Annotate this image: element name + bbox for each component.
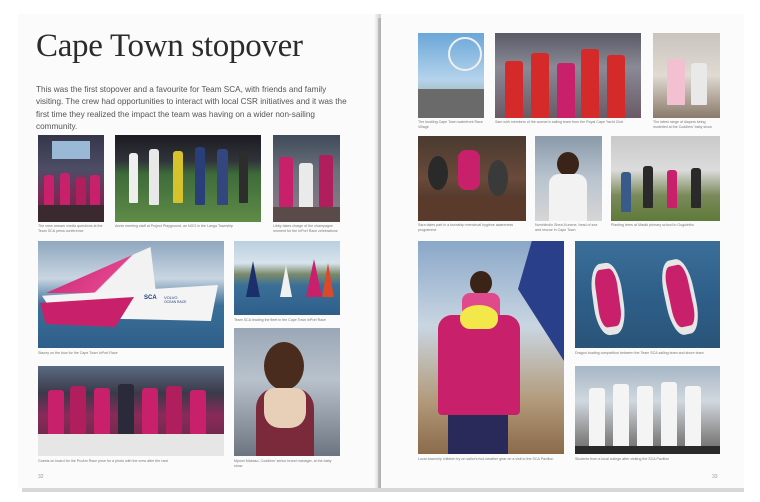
caption-baby-show: The latest range of diapers being modelled at the Cuddlers' baby show <box>653 120 712 129</box>
photo-press-conference <box>38 135 104 222</box>
caption-nomhle: Nomhlindlo Shezi-Kunene, head of sea and rescue in Cape Town <box>535 223 598 232</box>
caption-bow: Stacey on the bow for the Cape Town InPort Race <box>38 351 118 355</box>
page-number-right: 33 <box>712 474 718 480</box>
photo-tree-planting <box>611 136 720 221</box>
intro-paragraph: This was the first stopover and a favourite for Team SCA, with friends and family visiting. The crew had opportunities to interact with local CSR initiatives and it was the first time they realized the impact the team was having on a wider non-sailing community. <box>36 85 347 132</box>
caption-waterfront: The bustling Cape Town waterfront Race Village <box>418 120 483 129</box>
caption-libby: Libby takes charge of the champagne moment for the InPort Race celebrations <box>273 224 338 233</box>
boat-hull-text-1: VOLVO <box>164 295 178 300</box>
page-number-left: 32 <box>38 474 44 480</box>
caption-press: The crew answer media questions at the Team SCA press conference <box>38 224 103 233</box>
caption-guests: Guests on board for the ProAm Race pose for a photo with the crew after the race <box>38 459 169 463</box>
photo-champagne <box>273 135 340 222</box>
photo-project-playground <box>115 135 261 222</box>
caption-mpumi: Mpumi Mabaso, Coddlers' senior brand manager, at the baby show <box>234 459 332 468</box>
left-page <box>18 14 378 488</box>
photo-fleet <box>234 241 340 315</box>
caption-annie: Annie meeting staff at Project Playground, an NGO in the Langa Township <box>115 224 233 228</box>
caption-kids: Local township children try on sailor's foul-weather gear on a visit to the SCA Pavilion <box>418 457 554 461</box>
photo-dragon-boat <box>575 241 720 348</box>
caption-fleet: Team SCA leading the fleet in the Cape Town InPort Race <box>234 318 327 322</box>
photo-township-children <box>418 241 564 454</box>
photo-waterfront <box>418 33 484 118</box>
caption-hygiene: Sara takes part in a township menstrual hygiene awareness programme <box>418 223 514 232</box>
boat-sail-text: SCA <box>144 295 157 301</box>
photo-stacey-bow <box>38 241 224 348</box>
boat-hull-text-2: OCEAN RACE <box>164 300 187 304</box>
photo-students <box>575 366 720 454</box>
caption-dragon: Dragon boating competition between the Team SCA sailing team and shore team <box>575 351 704 355</box>
photo-yacht-club <box>495 33 641 118</box>
photo-hygiene <box>418 136 526 221</box>
spread-title: Cape Town stopover <box>36 28 303 64</box>
photo-baby-show <box>653 33 720 118</box>
photo-proam-guests <box>38 366 224 456</box>
caption-yacht-club: Sam with members of the women's sailing team from the Royal Cape Yacht Club <box>495 120 624 124</box>
caption-students: Students from a local college after visiting the SCA Pavilion <box>575 457 670 461</box>
photo-nomhle <box>535 136 602 221</box>
right-page <box>381 14 744 488</box>
photo-mpumi <box>234 328 340 456</box>
caption-trees: Planting trees at Masiki primary school in Gugulethu <box>611 223 694 227</box>
